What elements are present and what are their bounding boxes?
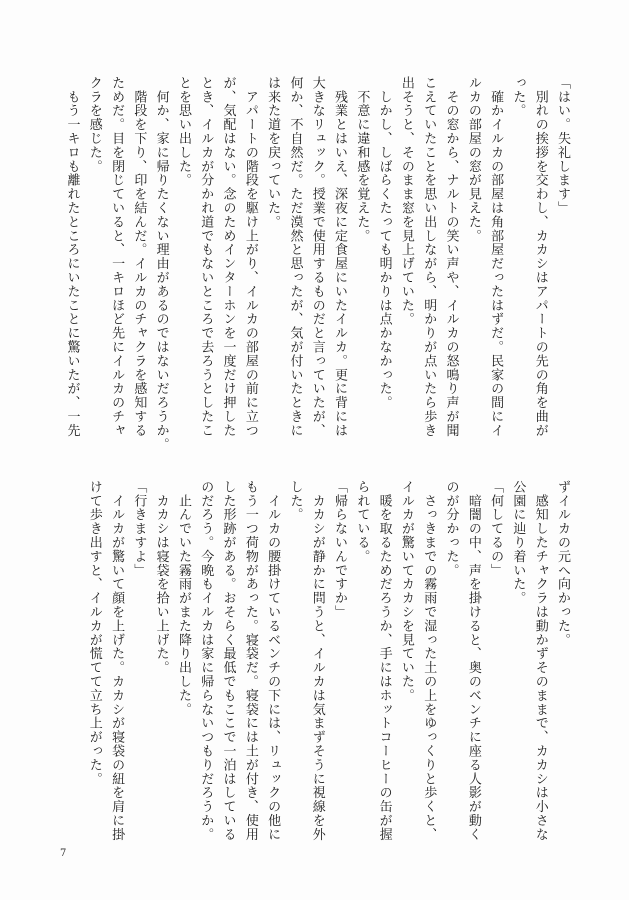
text-line: のが分かった。 <box>443 480 459 578</box>
text-line: その窓から、ナルトの笑い声や、イルカの怒鳴り声が聞 <box>443 76 459 438</box>
text-line: ずイルカの元へ向かった。 <box>555 480 570 647</box>
text-line: 確かイルカの部屋は角部屋だったはずだ。民家の間にイ <box>488 76 504 438</box>
page-number: 7 <box>60 848 67 859</box>
text-line: した形跡がある。おそらく最低でもここで一泊はしている <box>220 480 236 842</box>
text-line: けて歩き出すと、イルカが慌てて立ち上がった。 <box>86 480 102 786</box>
text-line: 残業とはいえ、深夜に定食屋にいたイルカ。更に背には <box>332 76 348 438</box>
text-line: した。 <box>287 480 303 522</box>
text-line: が、気配はない。念のためインターホンを一度だけ押した <box>220 76 236 438</box>
text-line: 「はい。失礼します」 <box>555 76 570 215</box>
text-line: 「帰らないんですか」 <box>332 480 348 619</box>
text-line: イルカの腰掛けているベンチの下には、リュックの他に <box>265 480 281 842</box>
text-line: 「行きますよ」 <box>131 480 147 578</box>
text-line: 暗闇の中、声を掛けると、奥のベンチに座る人影が動く <box>465 480 481 842</box>
text-line: 止んでいた霧雨がまた降り出した。 <box>175 480 191 717</box>
text-line: ためだ。目を閉じていると、一キロほど先にイルカのチャ <box>109 76 125 438</box>
text-line: 不意に違和感を覚えた。 <box>354 76 370 243</box>
text-line: のだろう。今晩もイルカは家に帰らないつもりだろうか。 <box>198 480 214 842</box>
text-line: 階段を下り、印を結んだ。イルカのチャクラを感知する <box>131 76 147 438</box>
text-line: とき、イルカが分かれ道でもないところで去ろうとしたこ <box>198 76 214 438</box>
text-line: イルカが驚いてカカシを見ていた。 <box>398 480 414 703</box>
text-line: クラを感じた。 <box>86 76 102 174</box>
text-line: とを思い出した。 <box>175 76 191 188</box>
text-line: さっきまでの霧雨で湿った土の上をゆっくりと歩くと、 <box>421 480 437 842</box>
text-line: 別れの挨拶を交わし、カカシはアパートの先の角を曲が <box>532 76 548 438</box>
text-line: られている。 <box>354 480 370 564</box>
text-line: ルカの部屋の窓が見えた。 <box>465 76 481 243</box>
text-line: もう一キロも離れたところにいたことに驚いたが、一先 <box>64 76 80 438</box>
upper-text-block <box>60 76 573 452</box>
text-line: もう一つ荷物があった。寝袋だ。寝袋には土が付き、使用 <box>242 480 258 842</box>
text-line: イルカが驚いて顔を上げた。カカシが寝袋の紐を肩に掛 <box>109 480 125 842</box>
text-line: カカシは寝袋を拾い上げた。 <box>153 480 169 675</box>
lower-text-block <box>82 480 573 840</box>
text-line: 感知したチャクラは動かずそのままで、カカシは小さな <box>532 480 548 842</box>
text-line: こえていたことを思い出しながら、明かりが点いたら歩き <box>421 76 437 438</box>
text-line: 暖を取るためだろうか、手にはホットコーヒーの缶が握 <box>376 480 392 842</box>
text-line: 大きなリュック。授業で使用するものだと言っていたが、 <box>309 76 325 438</box>
text-line: は来た道を戻っていた。 <box>265 76 281 229</box>
text-line: った。 <box>510 76 526 118</box>
text-line: しかし、しばらくたっても明かりは点かなかった。 <box>376 76 392 410</box>
text-line: 何か、家に帰りたくない理由があるのではないだろうか。 <box>153 76 169 452</box>
text-line: 公園に辿り着いた。 <box>510 480 526 606</box>
text-line: 何か、不自然だ。ただ漠然と思ったが、気が付いたときに <box>287 76 303 438</box>
text-line: カカシが静かに問うと、イルカは気まずそうに視線を外 <box>309 480 325 842</box>
text-line: 「何してるの」 <box>488 480 504 578</box>
text-line: 出そうと、そのまま窓を見上げていた。 <box>398 76 414 327</box>
text-line: アパートの階段を駆け上がり、イルカの部屋の前に立つ <box>242 76 258 438</box>
